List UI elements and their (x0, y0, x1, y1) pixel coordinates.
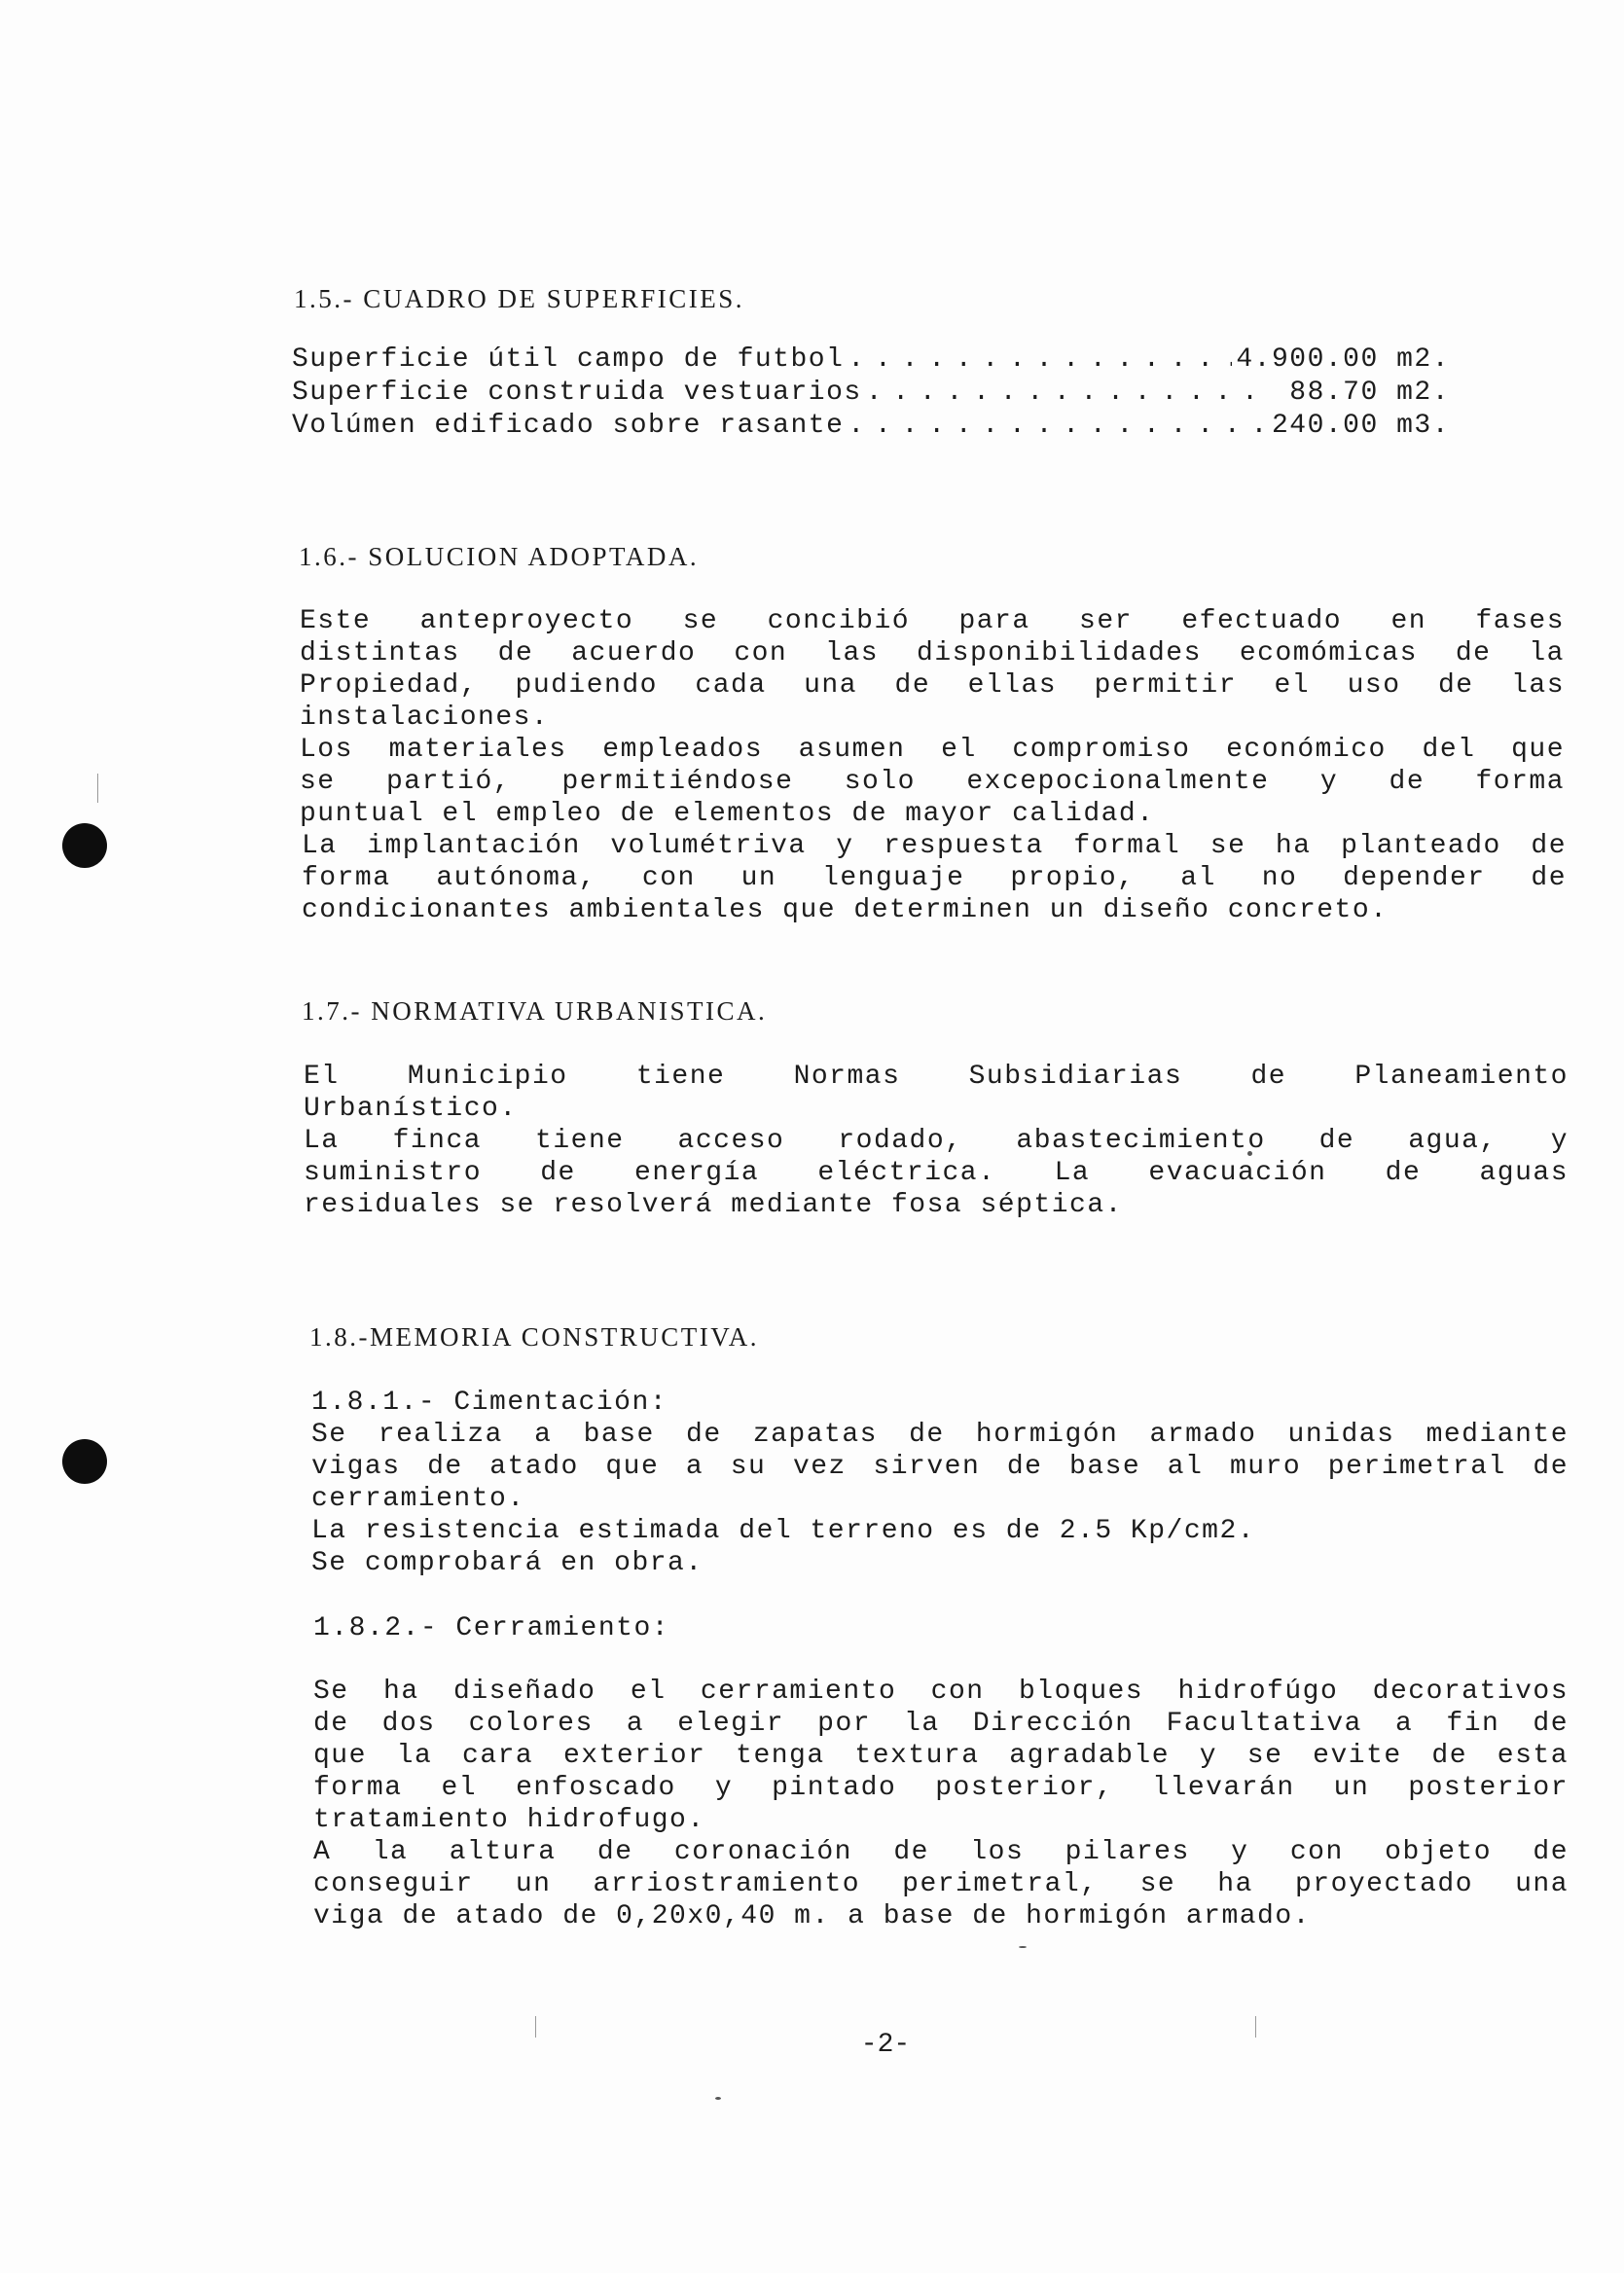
paragraph-line: instalaciones. (300, 703, 550, 733)
paragraph-line: El Municipio tiene Normas Subsidiarias de Planeamiento (304, 1062, 1569, 1092)
paragraph-line: Este anteproyecto se concibió para ser efectuado en fases (300, 606, 1565, 636)
leader-dots (848, 343, 1232, 377)
area-value: 4.900.00 m2. (1236, 344, 1450, 375)
paragraph-line: condicionantes ambientales que determinen un diseño concreto. (302, 895, 1389, 925)
section-heading-1-8: 1.8.-MEMORIA CONSTRUCTIVA. (309, 1322, 760, 1352)
paragraph-line: Los materiales empleados asumen el compromiso económico del que (300, 735, 1565, 765)
paragraph-line: distintas de acuerdo con las disponibilidades ecomómicas de la (300, 638, 1565, 668)
paragraph-line: La finca tiene acceso rodado, abastecimiento de agua, y (304, 1126, 1569, 1156)
scan-speck (715, 2097, 721, 2100)
scan-speck (1019, 1946, 1027, 1948)
paragraph-line: conseguir un arriostramiento perimetral, se ha proyectado una (313, 1869, 1569, 1899)
leader-dots (866, 377, 1268, 410)
section-heading-1-6: 1.6.- SOLUCION ADOPTADA. (299, 542, 700, 571)
paragraph-line: de dos colores a elegir por la Dirección Facultativa a fin de (313, 1709, 1569, 1739)
area-label: Volúmen edificado sobre rasante (292, 411, 845, 441)
punch-hole-bottom (62, 1439, 107, 1484)
section-heading-1-7: 1.7.- NORMATIVA URBANISTICA. (302, 996, 768, 1026)
paragraph-line: tratamiento hidrofugo. (313, 1805, 705, 1835)
paragraph-line: se partió, permitiéndose solo excepocionalmente y de forma (300, 767, 1565, 797)
paragraph-line: Se realiza a base de zapatas de hormigón armado unidas mediante (311, 1420, 1569, 1450)
paragraph-line: forma el enfoscado y pintado posterior, llevarán un posterior (313, 1773, 1569, 1803)
area-row-volumen (292, 410, 1450, 443)
page-number: -2- (860, 2030, 911, 2060)
paragraph-line: suministro de energía eléctrica. La evacuación de aguas (304, 1158, 1569, 1188)
paragraph-line: La resistencia estimada del terreno es de 2.5 Kp/cm2. (311, 1516, 1256, 1546)
paragraph-line: viga de atado de 0,20x0,40 m. a base de hormigón armado. (313, 1901, 1311, 1931)
paragraph-line: residuales se resolverá mediante fosa séptica. (304, 1190, 1123, 1220)
area-value: 88.70 m2. (1271, 378, 1450, 408)
paragraph-line: cerramiento. (311, 1484, 525, 1514)
scan-mark (535, 2016, 536, 2038)
paragraph-line: puntual el empleo de elementos de mayor calidad. (300, 799, 1155, 829)
paragraph-line: que la cara exterior tenga textura agradable y se evite de esta (313, 1741, 1569, 1771)
paragraph-line: Urbanístico. (304, 1094, 518, 1124)
paragraph-line: vigas de atado que a su vez sirven de base al muro perimetral de (311, 1452, 1569, 1482)
paragraph-line: Se comprobará en obra. (311, 1548, 704, 1578)
paragraph-line: Propiedad, pudiendo cada una de ellas permitir el uso de las (300, 670, 1565, 701)
punch-hole-top (62, 823, 107, 868)
area-row-vestuarios (292, 377, 1450, 410)
area-value: 240.00 m3. (1271, 411, 1450, 441)
paragraph-line: A la altura de coronación de los pilares y con objeto de (313, 1837, 1569, 1867)
section-heading-1-5: 1.5.- CUADRO DE SUPERFICIES. (294, 284, 745, 313)
leader-dots (848, 410, 1268, 443)
paragraph-line: La implantación volumétriva y respuesta formal se ha planteado de (302, 831, 1567, 861)
subsection-heading-1-8-1: 1.8.1.- Cimentación: (311, 1388, 668, 1418)
area-label: Superficie útil campo de futbol (292, 344, 845, 375)
area-label: Superficie construida vestuarios (292, 378, 862, 408)
paragraph-line: forma autónoma, con un lenguaje propio, al no depender de (302, 863, 1567, 893)
scan-mark (97, 774, 98, 803)
paragraph-line: Se ha diseñado el cerramiento con bloques hidrofúgo decorativos (313, 1677, 1569, 1707)
scan-mark (1255, 2016, 1256, 2038)
subsection-heading-1-8-2: 1.8.2.- Cerramiento: (313, 1613, 670, 1643)
area-row-campo (292, 343, 1450, 377)
